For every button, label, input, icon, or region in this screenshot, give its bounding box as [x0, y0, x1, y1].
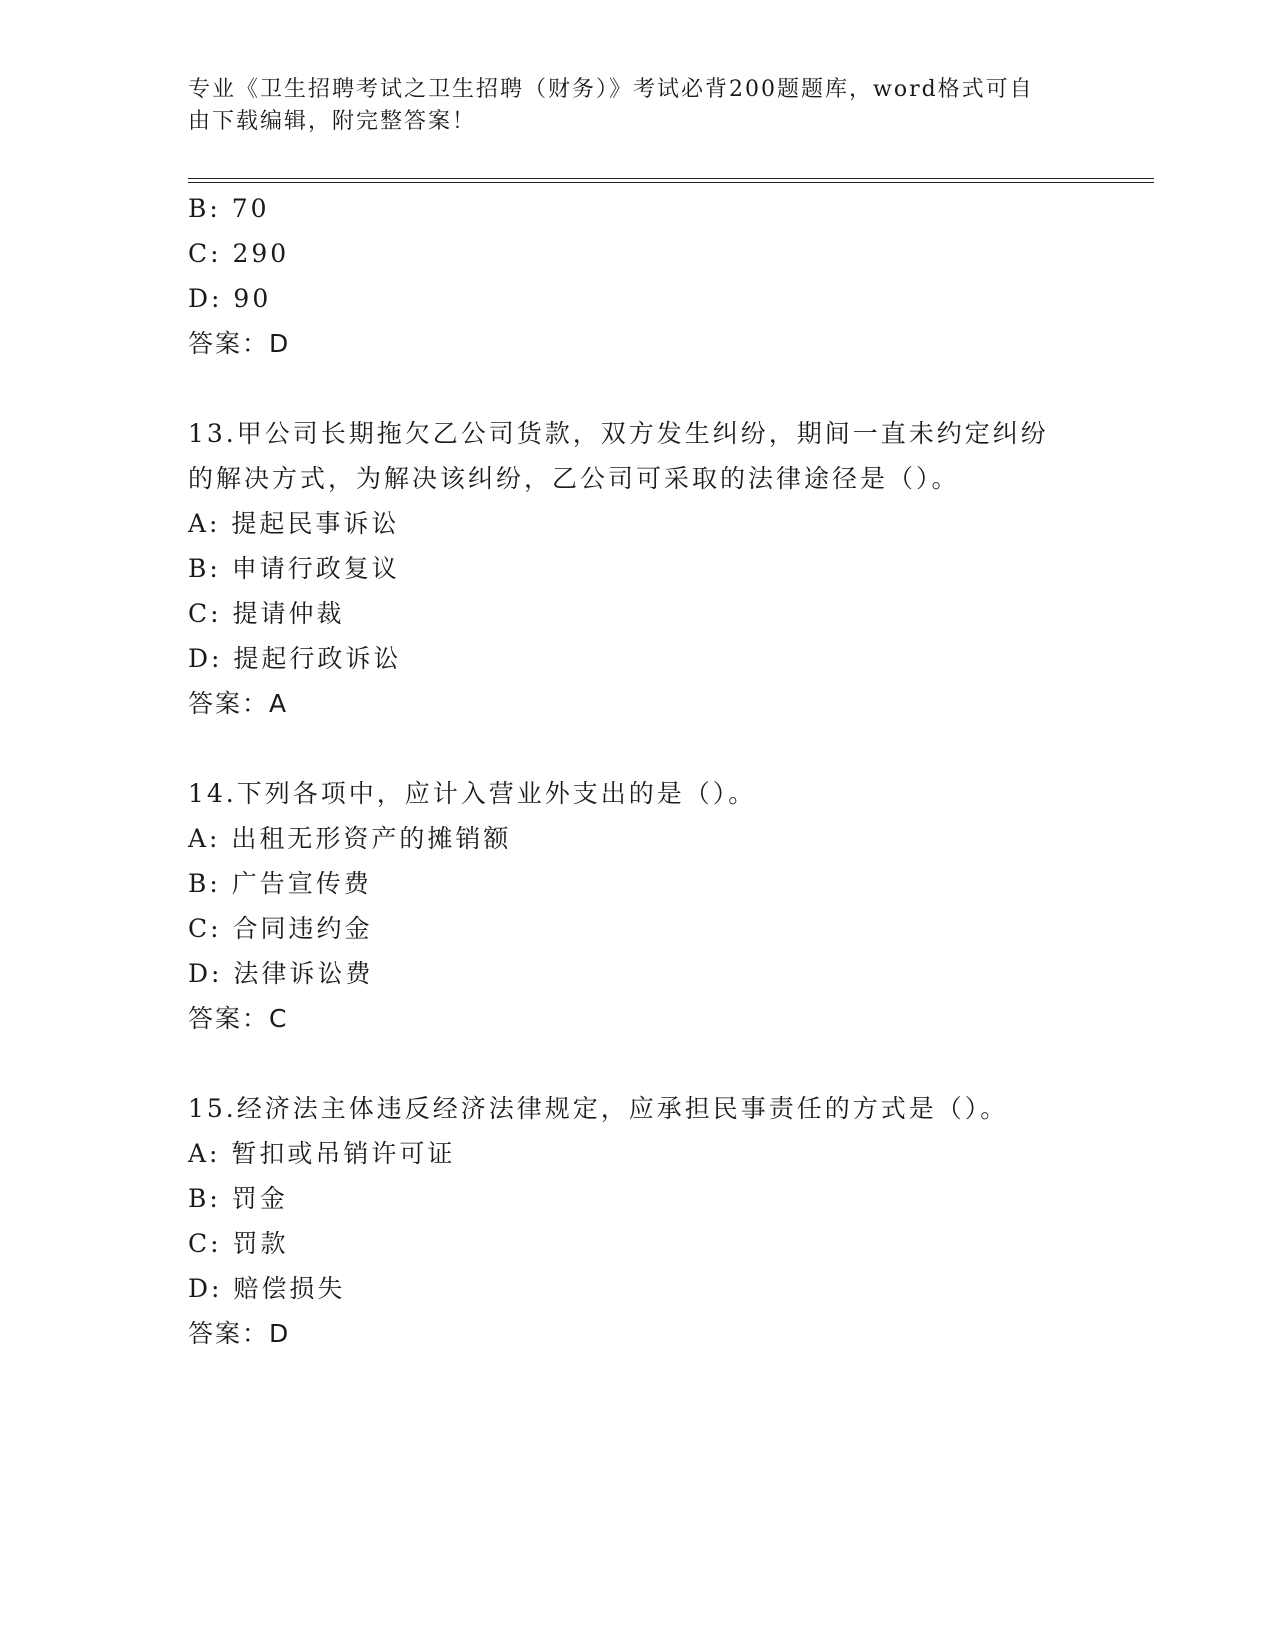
header-line-2: 由下载编辑，附完整答案！ [188, 109, 477, 134]
q14-answer: 答案：C [188, 1004, 289, 1033]
q14-stem-line-1: 14.下列各项中，应计入营业外支出的是（）。 [188, 779, 757, 808]
header-line-1: 专业《卫生招聘考试之卫生招聘（财务）》考试必背200题题库，word格式可自 [188, 77, 1034, 102]
q15-option-a: A: 暂扣或吊销许可证 [188, 1139, 456, 1168]
q13-option-d: D: 提起行政诉讼 [188, 644, 402, 673]
prev-option-d: D: 90 [188, 284, 272, 313]
q13-option-b: B: 申请行政复议 [188, 554, 400, 583]
prev-option-b: B: 70 [188, 194, 270, 223]
q15-stem-line-1: 15.经济法主体违反经济法律规定，应承担民事责任的方式是（）。 [188, 1094, 1009, 1123]
header-divider-top [188, 178, 1154, 179]
q13-answer: 答案：A [188, 689, 289, 718]
prev-answer: 答案：D [188, 329, 291, 358]
document-header [188, 74, 1068, 138]
q14-option-a: A: 出租无形资产的摊销额 [188, 824, 512, 853]
q15-option-c: C: 罚款 [188, 1229, 289, 1258]
q14-option-c: C: 合同违约金 [188, 914, 373, 943]
q15-answer: 答案：D [188, 1319, 291, 1348]
q15-option-d: D: 赔偿损失 [188, 1274, 346, 1303]
q13-stem-line-2: 的解决方式，为解决该纠纷，乙公司可采取的法律途径是（）。 [188, 464, 960, 493]
q14-option-b: B: 广告宣传费 [188, 869, 372, 898]
q13-stem-line-1: 13.甲公司长期拖欠乙公司货款，双方发生纠纷，期间一直未约定纠纷 [188, 419, 1049, 448]
header-divider-bottom [188, 182, 1154, 183]
q15-option-b: B: 罚金 [188, 1184, 288, 1213]
q13-option-a: A: 提起民事诉讼 [188, 509, 400, 538]
prev-option-c: C: 290 [188, 239, 290, 268]
q13-option-c: C: 提请仲裁 [188, 599, 345, 628]
q14-option-d: D: 法律诉讼费 [188, 959, 374, 988]
